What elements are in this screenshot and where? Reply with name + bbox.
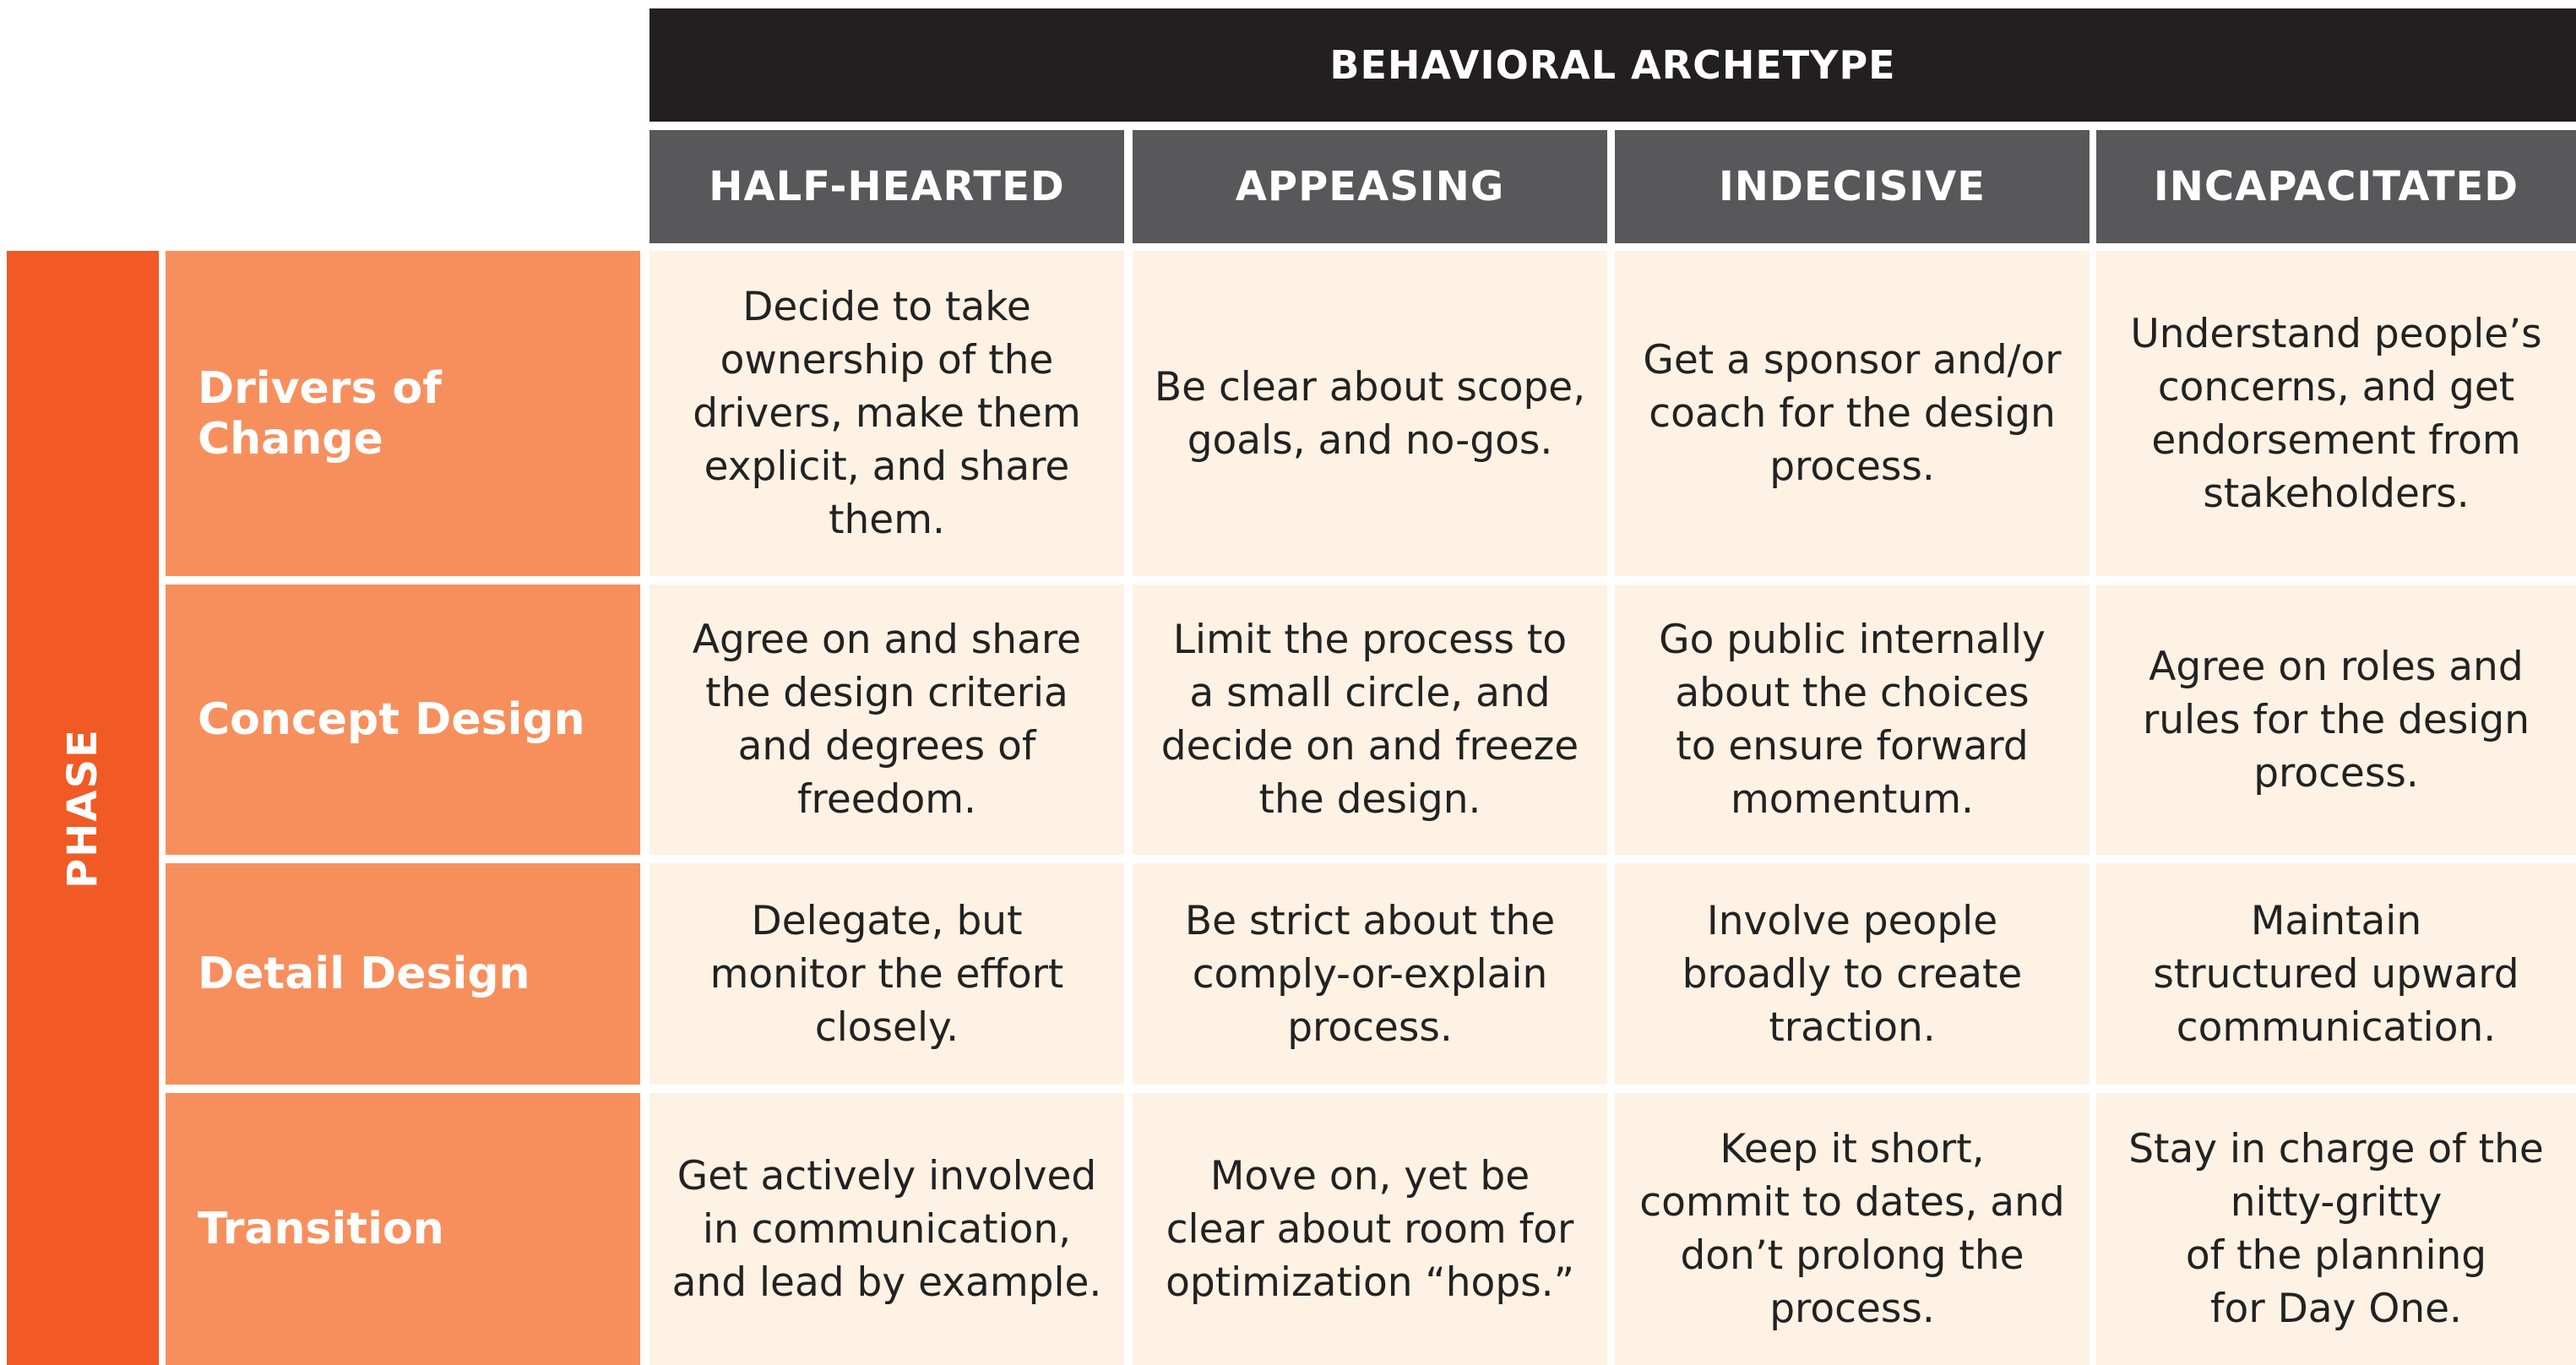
table-cell (649, 251, 1124, 576)
row-header-concept-design (166, 585, 640, 855)
cell-text: Delegate, but monitor the effort closely. (709, 897, 1064, 1051)
table-cell (1133, 863, 1607, 1085)
table-cell (2096, 251, 2576, 576)
column-header-half-hearted (649, 130, 1124, 243)
cell-text: Move on, yet be clear about room for optimization “hops.” (1166, 1152, 1574, 1306)
cell-text: Maintain structured upward communication. (2153, 897, 2519, 1051)
cell-text: Understand people’s concerns, and get endorsement from stakeholders. (2130, 310, 2542, 517)
table-cell (1133, 585, 1607, 855)
table-cell (649, 1093, 1124, 1365)
row-header-transition (166, 1093, 640, 1365)
table-cell (2096, 585, 2576, 855)
table-cell (2096, 863, 2576, 1085)
table-cell (1615, 585, 2090, 855)
column-header-label: INDECISIVE (1718, 163, 1986, 210)
table-cell (1615, 863, 2090, 1085)
cell-text: Be clear about scope, goals, and no-gos. (1154, 363, 1586, 464)
behavioral-archetype-header (649, 8, 2576, 122)
cell-text: Agree on roles and rules for the design process. (2142, 643, 2530, 797)
column-header-appeasing (1133, 130, 1607, 243)
phase-axis-bar (7, 251, 159, 1365)
table-cell (2096, 1093, 2576, 1365)
cell-text: Get a sponsor and/or coach for the design process. (1643, 337, 2062, 490)
table-cell (1133, 251, 1607, 576)
row-header-label: Drivers of Change (198, 362, 442, 465)
cell-text: Stay in charge of the nitty-gritty of the planning for Day One. (2128, 1126, 2544, 1332)
cell-text: Keep it short, commit to dates, and don’t prolong the process. (1639, 1126, 2065, 1332)
column-header-label: INCAPACITATED (2153, 163, 2519, 210)
cell-text: Involve people broadly to create traction. (1682, 897, 2023, 1051)
table-cell (649, 585, 1124, 855)
table-cell (1615, 251, 2090, 576)
cell-text: Be strict about the comply-or-explain process. (1184, 897, 1556, 1051)
cell-text: Agree on and share the design criteria and degrees of freedom. (692, 617, 1082, 823)
row-header-label: Transition (198, 1204, 444, 1254)
row-header-label: Detail Design (198, 949, 530, 999)
row-header-detail-design (166, 863, 640, 1085)
cell-text: Go public internally about the choices to ensure forward momentum. (1659, 617, 2046, 823)
cell-text: Limit the process to a small circle, and decide on and freeze the design. (1160, 617, 1579, 823)
table-cell (1615, 1093, 2090, 1365)
column-header-incapacitated (2096, 130, 2576, 243)
column-header-label: HALF-HEARTED (709, 163, 1065, 210)
table-cell (649, 863, 1124, 1085)
column-header-label: APPEASING (1235, 163, 1505, 210)
row-header-label: Concept Design (198, 694, 585, 745)
cell-text: Decide to take ownership of the drivers, make them explicit, and share them. (693, 284, 1081, 543)
behavioral-archetype-title: BEHAVIORAL ARCHETYPE (1329, 42, 1896, 88)
phase-axis-label: PHASE (59, 727, 107, 889)
row-header-drivers-of-change (166, 251, 640, 576)
column-header-indecisive (1615, 130, 2090, 243)
cell-text: Get actively involved in communication, and lead by example. (671, 1152, 1102, 1306)
table-cell (1133, 1093, 1607, 1365)
